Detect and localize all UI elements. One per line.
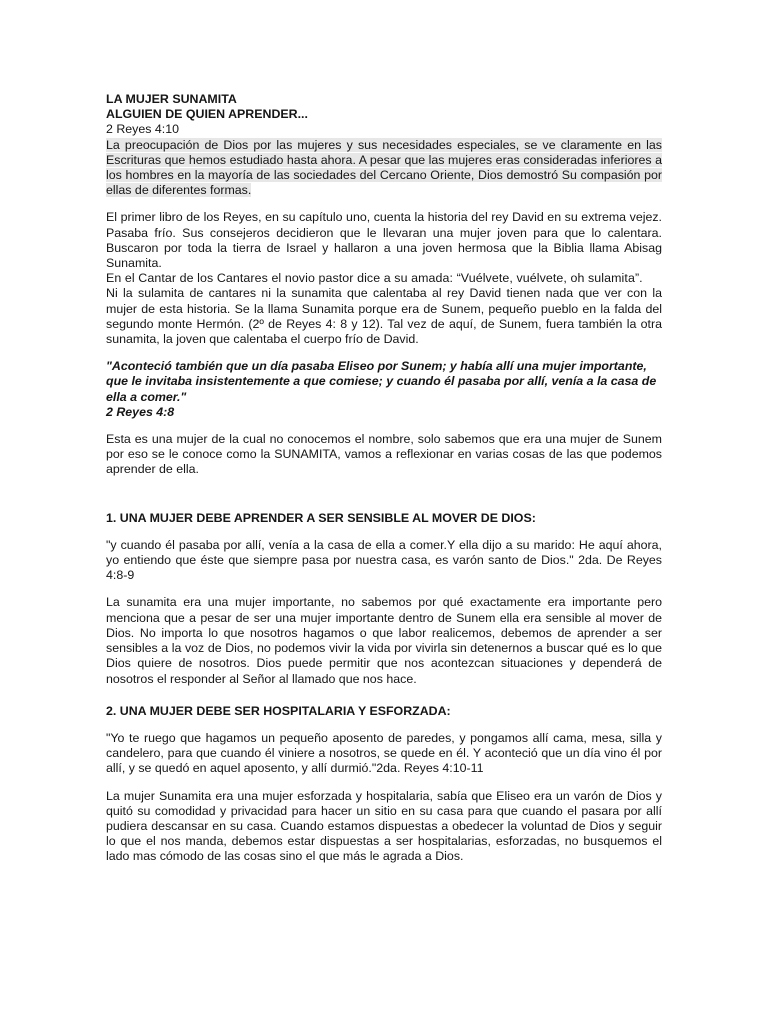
paragraph-unknown-name: Esta es una mujer de la cual no conocemos el nombre, solo sabemos que era una mujer de Sunem por eso se le conoce como la SUNAMITA, vamos a reflexionar en varias cosas de las que podemos aprender de ella.: [106, 432, 662, 477]
paragraph-sunem: Ni la sulamita de cantares ni la sunamita que calentaba al rey David tienen nada que ver con la mujer de esta historia. Se la llama Sunamita porque era de Sunem, pequeño pueblo en la falda del segundo monte Hermón. (2º de Reyes 4: 8 y 12). Tal vez de aquí, de Sunem, fuera también la otra sunamita, la joven que calentaba el cuerpo frío de David.: [106, 286, 662, 347]
section-1-heading: 1. UNA MUJER DEBE APRENDER A SER SENSIBLE AL MOVER DE DIOS:: [106, 510, 536, 525]
spacer: [106, 347, 662, 359]
intro-highlight: La preocupación de Dios por las mujeres y sus necesidades especiales, se ve claramente en las Escrituras que hemos estudiado hasta ahora. A pesar que las mujeres eras consideradas inferiores a los hombres en la mayoría de las sociedades del Cercano Oriente, Dios demostró Su compasión por ellas de diferentes formas.: [106, 137, 662, 198]
spacer: [106, 719, 662, 731]
document-subtitle: ALGUIEN DE QUIEN APRENDER...: [106, 107, 308, 122]
main-quote-reference: 2 Reyes 4:8: [106, 404, 175, 419]
spacer: [106, 583, 662, 595]
section-1-body: La sunamita era una mujer importante, no sabemos por qué exactamente era importante pero menciona que a pesar de ser una mujer importante dentro de Sunem ella era sensible al mover de Dios. No importa lo que nosotros hagamos o que labor realicemos, debemos de aprender a ser sensibles a la voz de Dios, no podemos vivir la vida por vivirla sin detenernos a buscar qué es lo que Dios quiere de nosotros. Dios puede permitir que nos acontezcan situaciones y dependerá de nosotros el responder al Señor al llamado que nos hace.: [106, 595, 662, 686]
document-title: LA MUJER SUNAMITA: [106, 92, 237, 106]
intro-paragraph: [106, 138, 662, 199]
paragraph-song: En el Cantar de los Cantares el novio pastor dice a su amada: “Vuélvete, vuélvete, oh sulamita”.: [106, 271, 643, 286]
spacer: [106, 777, 662, 789]
section-2-heading: 2. UNA MUJER DEBE SER HOSPITALARIA Y ESFORZADA:: [106, 703, 451, 718]
spacer: [106, 526, 662, 538]
section-2-body: La mujer Sunamita era una mujer esforzada y hospitalaria, sabía que Eliseo era un varón de Dios y quitó su comodidad y privacidad para hacer un sitio en su casa para que cuando el pasara por allí pudiera descansar en su casa. Cuando estamos dispuestas a obedecer la voluntad de Dios y seguir lo que el nos manda, debemos estar dispuestas a ser hospitalarias, esforzadas, no busquemos el lado mas cómodo de las cosas sino el que más le agrada a Dios.: [106, 788, 662, 864]
spacer: [106, 687, 662, 704]
main-quote: "Aconteció también que un día pasaba Eliseo por Sunem; y había allí una mujer importante, que le invitaba insistentemente a que comiese; y cuando él pasaba por allí, venía a la casa de ella a comer.": [106, 359, 657, 404]
spacer: [106, 478, 662, 511]
section-2-quote: "Yo te ruego que hagamos un pequeño aposento de paredes, y pongamos allí cama, mesa, silla y candelero, para que cuando él viniere a nosotros, se quede en él. Y aconteció que un día vino él por allí, y se quedó en aquel aposento, y allí durmió."2da. Reyes 4:10-11: [106, 730, 662, 776]
spacer: [106, 420, 662, 432]
paragraph-kings: El primer libro de los Reyes, en su capítulo uno, cuenta la historia del rey David en su extrema vejez. Pasaba frío. Sus consejeros decidieron que le llevaran una mujer joven para que lo calentara. Buscaron por toda la tierra de Israel y hallaron a una joven hermosa que la Biblia llama Abisag Sunamita.: [106, 210, 662, 271]
scripture-reference: 2 Reyes 4:10: [106, 122, 180, 137]
section-1-quote: "y cuando él pasaba por allí, venía a la casa de ella a comer.Y ella dijo a su marido: He aquí ahora, yo entiendo que éste que siempre pasa por nuestra casa, es varón santo de Dios." 2da. De Reyes 4:8-9: [106, 537, 662, 583]
document-page: [106, 92, 662, 865]
spacer: [106, 198, 662, 210]
